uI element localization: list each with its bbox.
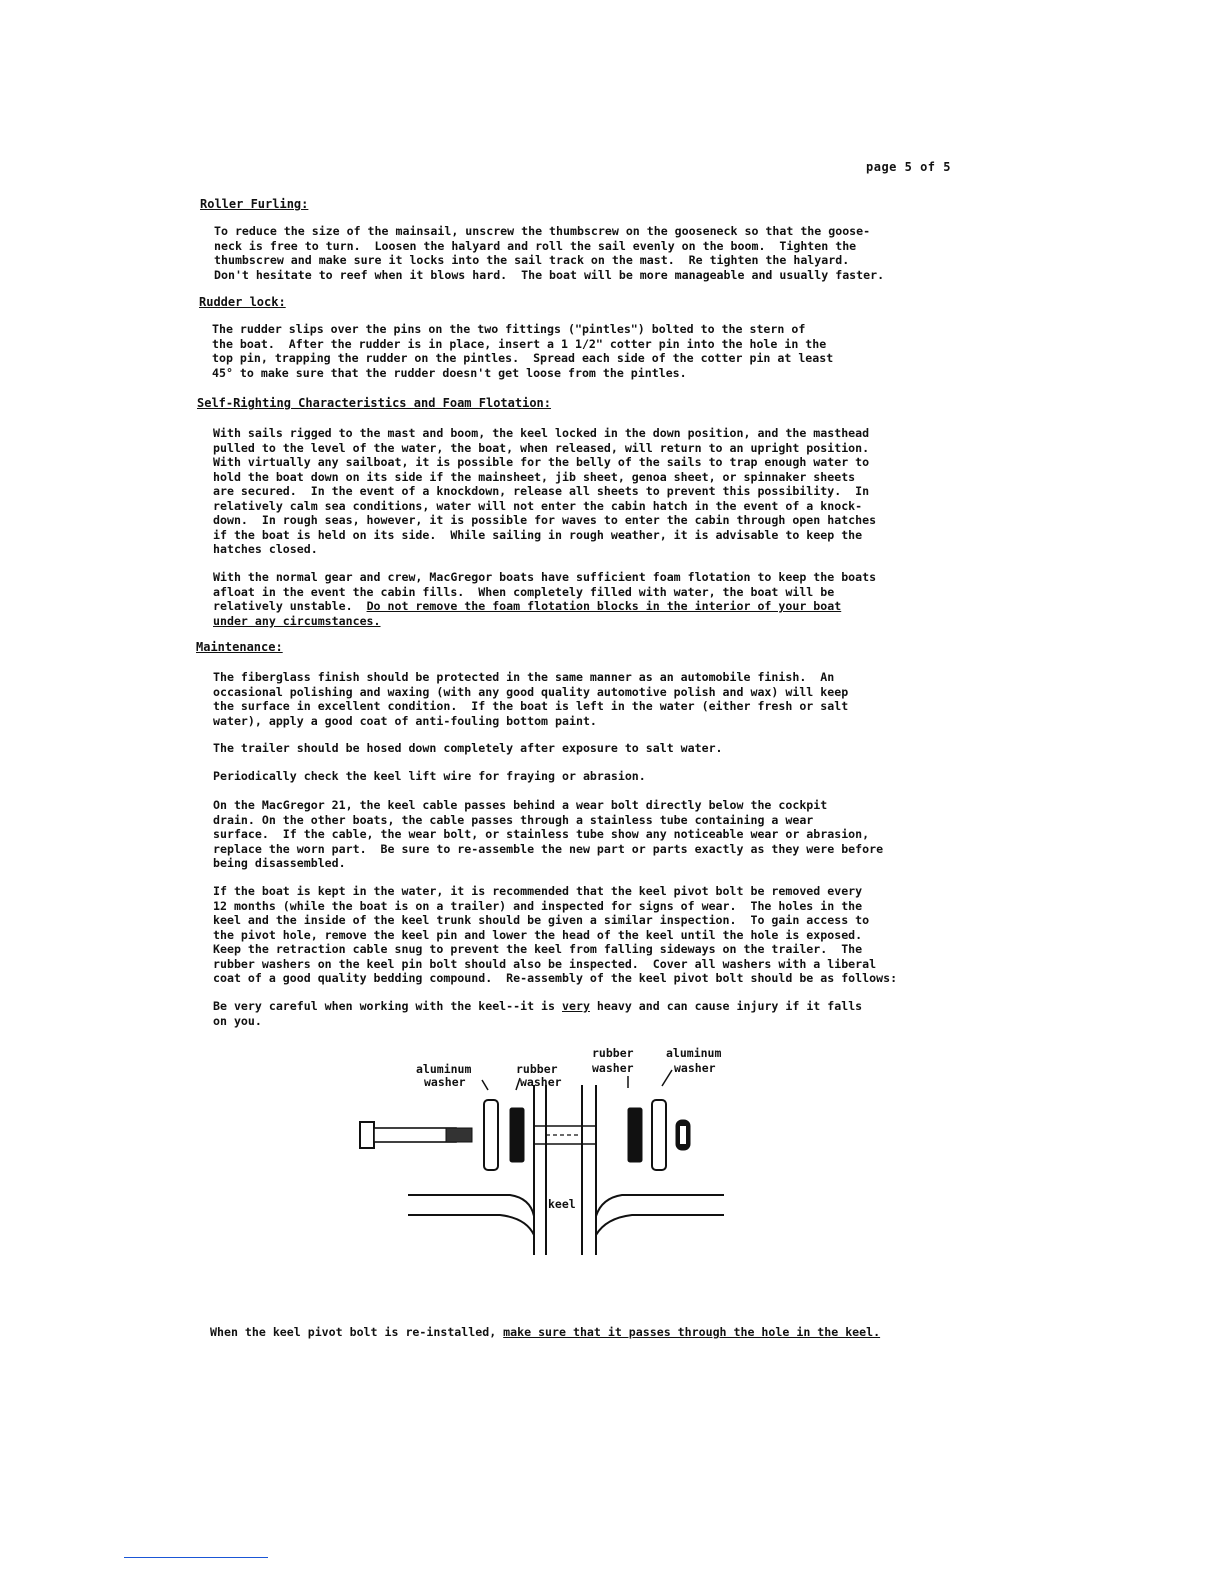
text-line: afloat in the event the cabin fills. When completely filled with water, the boat will be — [213, 584, 835, 599]
text-fragment: heavy and can cause injury if it falls — [589, 999, 863, 1013]
label-aluminum-washer-left: aluminum — [416, 1062, 472, 1076]
hull-line-right — [596, 1195, 724, 1216]
paragraph-keel-pivot-bolt — [213, 884, 897, 986]
text-line: Don't hesitate to reef when it blows hard. The boat will be more manageable and usually faster. — [214, 267, 885, 282]
paragraph-roller-furling — [214, 224, 884, 282]
label-aluminum-washer-right-2: washer — [674, 1061, 716, 1075]
rubber-washer-left — [510, 1108, 524, 1162]
text-line — [210, 1325, 880, 1340]
text-line: drain. On the other boats, the cable passes through a stainless tube containing a wear — [213, 812, 814, 827]
text-line: rubber washers on the keel pin bolt should also be inspected. Cover all washers with a liberal — [213, 956, 877, 971]
paragraph-fiberglass — [213, 670, 848, 728]
heading-roller-furling: Roller Furling: — [200, 197, 309, 211]
text-fragment: relatively unstable. — [213, 599, 367, 613]
text-line: relatively calm sea conditions, water will not enter the cabin hatch in the event of a knock- — [213, 498, 863, 513]
text-line: keel and the inside of the keel trunk should be given a similar inspection. To gain access to — [213, 913, 870, 927]
label-rubber-washer-right-2: washer — [592, 1061, 634, 1075]
text-line: With the normal gear and crew, MacGregor boats have sufficient foam flotation to keep the boats — [213, 570, 877, 584]
label-rubber-washer-left: rubber — [516, 1062, 558, 1076]
text-line: pulled to the level of the water, the boat, when released, will return to an upright position. — [213, 440, 870, 455]
text-line: thumbscrew and make sure it locks into the sail track on the mast. Re tighten the halyard. — [214, 253, 850, 267]
paragraph-keel-lift-wire — [213, 769, 646, 784]
nut-highlight — [680, 1126, 686, 1144]
bolt-shaft — [374, 1128, 456, 1142]
text-line: 45° to make sure that the rudder doesn't get loose from the pintles. — [212, 365, 687, 380]
text-line: The rudder slips over the pins on the two fittings ("pintles") bolted to the stern of — [212, 322, 806, 336]
pointer-arrow — [482, 1080, 488, 1090]
label-aluminum-washer-left-2: washer — [424, 1075, 466, 1089]
text-line: On the MacGregor 21, the keel cable passes behind a wear bolt directly below the cockpit — [213, 798, 828, 812]
text-line: Periodically check the keel lift wire for fraying or abrasion. — [213, 769, 646, 783]
text-line: replace the worn part. Be sure to re-assemble the new part or parts exactly as they were before — [213, 841, 884, 856]
text-line: occasional polishing and waxing (with any good quality automotive polish and wax) will keep — [213, 684, 849, 699]
pointer-arrow — [662, 1070, 672, 1086]
text-line: if the boat is held on its side. While sailing in rough weather, it is advisable to keep the — [213, 527, 863, 542]
aluminum-washer-left — [484, 1100, 498, 1170]
text-line: the pivot hole, remove the keel pin and lower the head of the keel until the hole is exposed. — [213, 927, 863, 942]
text-line: the surface in excellent condition. If the boat is left in the water (either fresh or salt — [213, 699, 849, 713]
hull-line-left — [408, 1215, 534, 1235]
paragraph-keel-cable — [213, 798, 883, 871]
text-line: 12 months (while the boat is on a trailer) and inspected for signs of wear. The holes in the — [213, 898, 863, 913]
underlined-warning: make sure that it passes through the hole in the keel. — [503, 1325, 881, 1339]
paragraph-self-righting — [213, 426, 876, 557]
paragraph-keel-warning — [213, 999, 862, 1028]
text-line: water), apply a good coat of anti-fouling bottom paint. — [213, 713, 597, 728]
text-line: To reduce the size of the mainsail, unscrew the thumbscrew on the gooseneck so that the goose- — [214, 224, 871, 238]
heading-rudder-lock: Rudder lock: — [199, 295, 286, 309]
text-line: If the boat is kept in the water, it is recommended that the keel pivot bolt be removed every — [213, 884, 863, 898]
label-keel: keel — [548, 1197, 576, 1211]
heading-maintenance: Maintenance: — [196, 640, 283, 654]
label-aluminum-washer-right: aluminum — [666, 1046, 722, 1060]
text-line: down. In rough seas, however, it is possible for waves to enter the cabin through open hatches — [213, 513, 877, 527]
underlined-warning: Do not remove the foam flotation blocks in the interior of your boat — [366, 599, 842, 613]
paragraph-trailer — [213, 741, 723, 756]
keel-pivot-bolt-diagram — [350, 1040, 750, 1260]
text-line: are secured. In the event of a knockdown, release all sheets to prevent this possibility. In — [213, 484, 870, 498]
text-fragment: When the keel pivot bolt is re-installed, — [210, 1325, 504, 1339]
bolt-head — [360, 1122, 374, 1148]
text-line: surface. If the cable, the wear bolt, or stainless tube show any noticeable wear or abrasion, — [213, 827, 870, 841]
text-line: hatches closed. — [213, 542, 318, 556]
underlined-warning: under any circumstances. — [213, 613, 381, 628]
text-line: hold the boat down on its side if the mainsheet, jib sheet, genoa sheet, or spinnaker sheets — [213, 469, 856, 484]
text-line: neck is free to turn. Loosen the halyard and roll the sail evenly on the boom. Tighten the — [214, 238, 857, 253]
bolt-threads — [446, 1128, 472, 1142]
footnote-rule — [124, 1557, 268, 1558]
page-number: page 5 of 5 — [866, 160, 951, 174]
text-line — [213, 999, 862, 1014]
hull-line-right — [596, 1215, 724, 1235]
text-line: top pin, trapping the rudder on the pintles. Spread each side of the cotter pin at least — [212, 351, 834, 365]
text-fragment: Be very careful when working with the keel--it is — [213, 999, 563, 1013]
paragraph-rudder-lock — [212, 322, 833, 380]
text-line — [213, 599, 876, 614]
text-line: the boat. After the rudder is in place, insert a 1 1/2" cotter pin into the hole in the — [212, 336, 827, 351]
paragraph-foam-flotation — [213, 570, 876, 628]
text-line: With virtually any sailboat, it is possible for the belly of the sails to trap enough water to — [213, 455, 870, 469]
label-rubber-washer-right: rubber — [592, 1046, 634, 1060]
rubber-washer-right — [628, 1108, 642, 1162]
hull-line-left — [408, 1195, 534, 1216]
heading-self-righting: Self-Righting Characteristics and Foam Flotation: — [197, 396, 552, 410]
aluminum-washer-right — [652, 1100, 666, 1170]
text-line: With sails rigged to the mast and boom, the keel locked in the down position, and the masthead — [213, 426, 870, 440]
text-line: on you. — [213, 1013, 262, 1028]
underlined-word: very — [562, 999, 590, 1013]
text-line: coat of a good quality bedding compound. Re-assembly of the keel pivot bolt should be as follows: — [213, 971, 898, 985]
text-line: The trailer should be hosed down completely after exposure to salt water. — [213, 741, 723, 755]
text-line: Keep the retraction cable snug to prevent the keel from falling sideways on the trailer. The — [213, 942, 863, 956]
label-rubber-washer-left-2: washer — [520, 1075, 562, 1089]
footer-note — [210, 1325, 880, 1340]
text-line: The fiberglass finish should be protected in the same manner as an automobile finish. An — [213, 670, 835, 684]
text-line: being disassembled. — [213, 856, 346, 870]
